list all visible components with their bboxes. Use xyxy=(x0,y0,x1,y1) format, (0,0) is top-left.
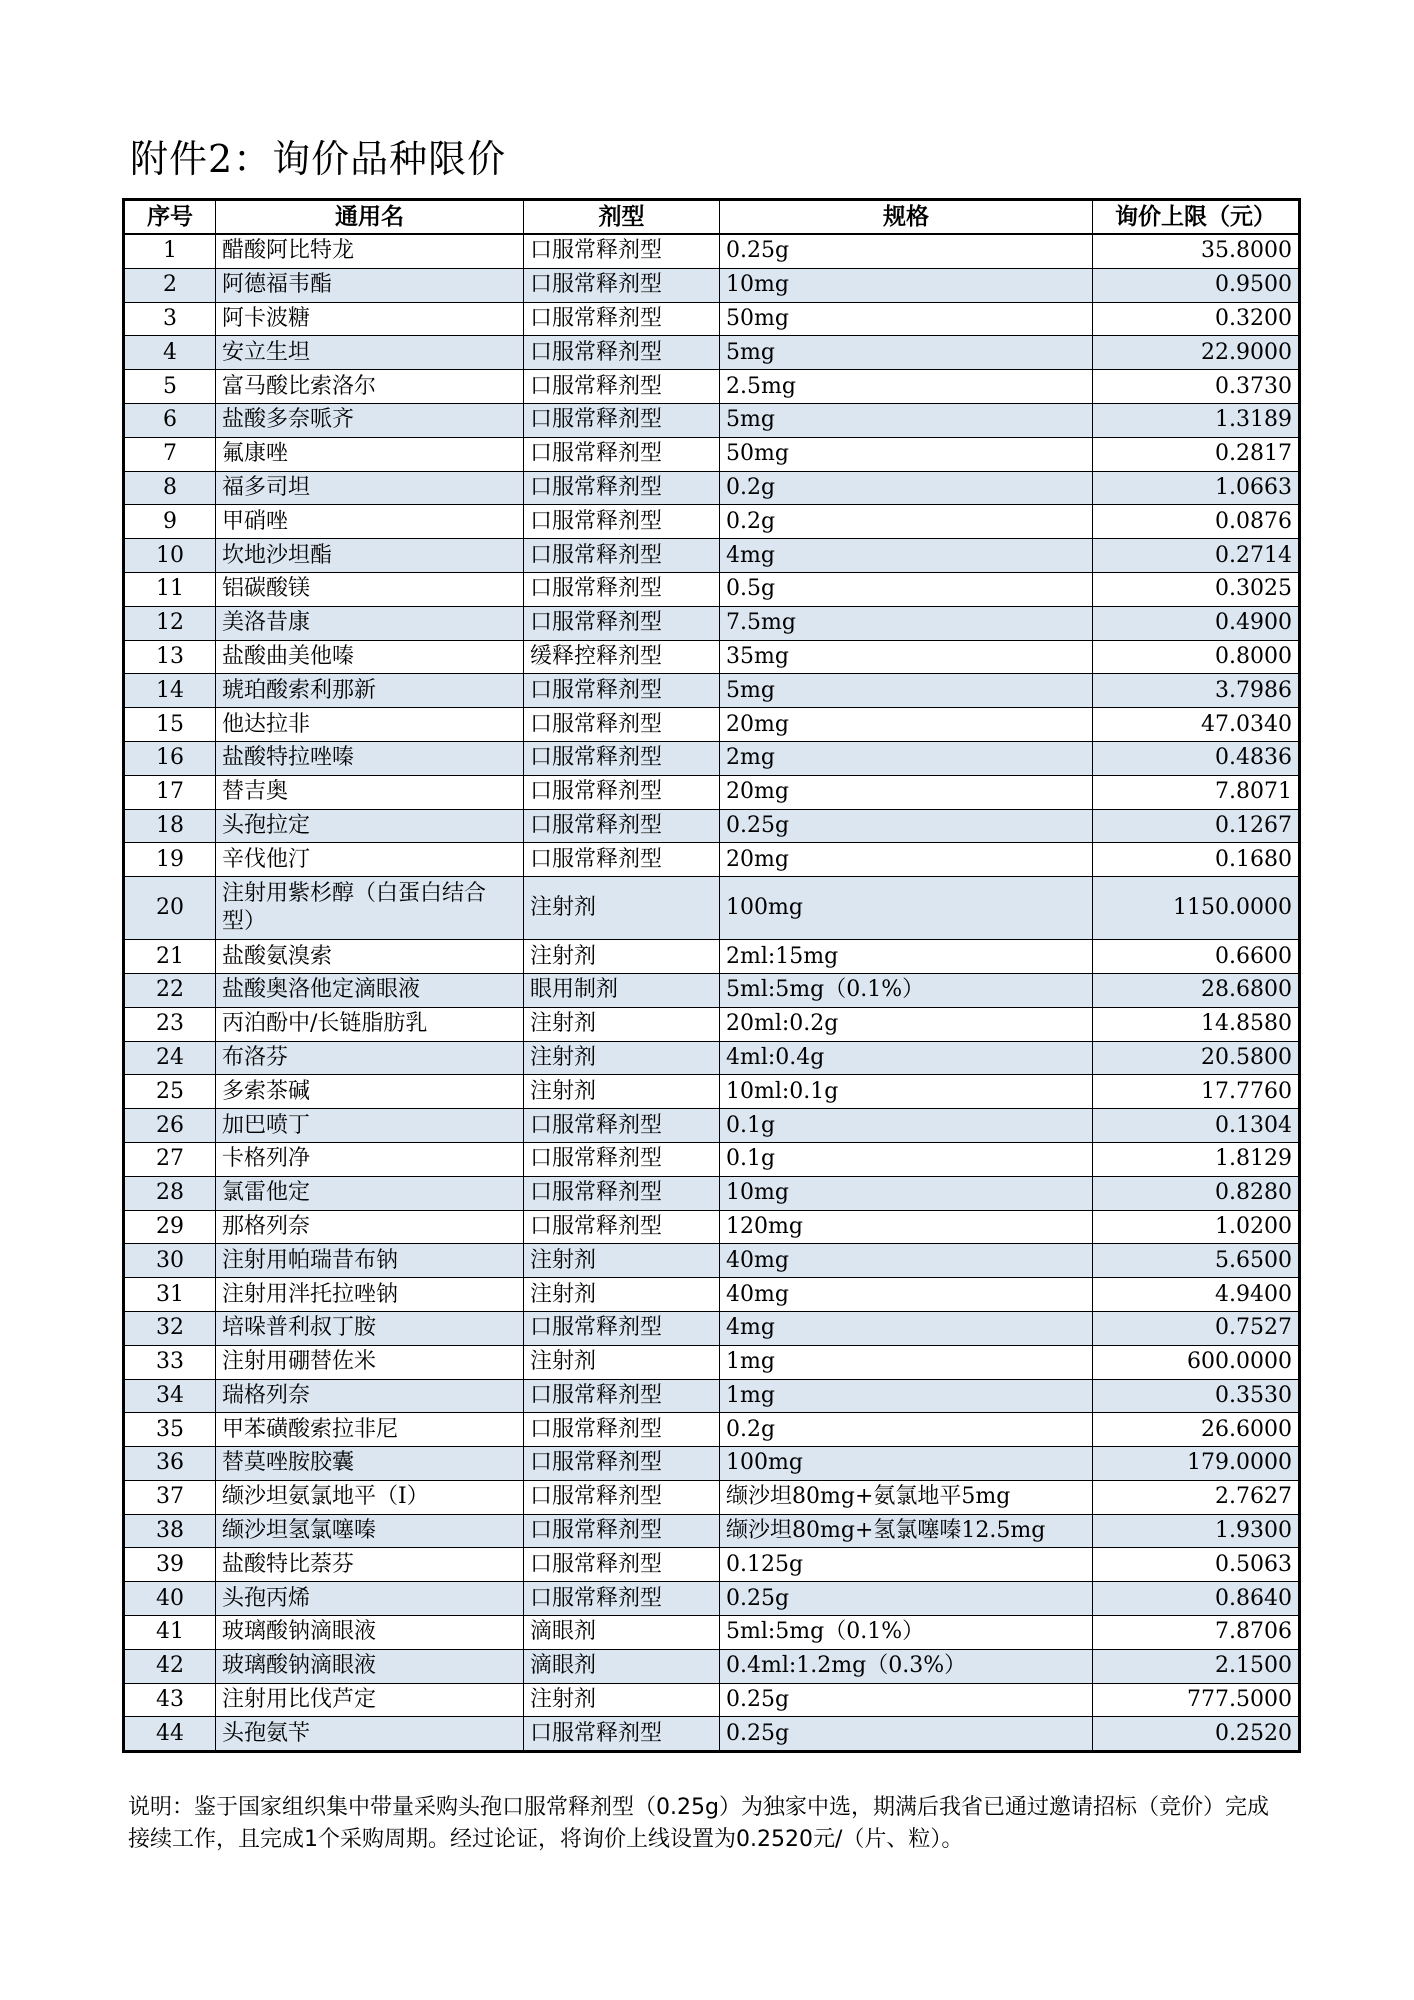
cell-generic-name: 他达拉非 xyxy=(216,708,524,742)
cell-generic-name: 培哚普利叔丁胺 xyxy=(216,1311,524,1345)
cell-price-limit: 0.8280 xyxy=(1093,1176,1300,1210)
cell-seq: 41 xyxy=(124,1616,216,1650)
cell-price-limit: 14.8580 xyxy=(1093,1007,1300,1041)
cell-seq: 17 xyxy=(124,775,216,809)
cell-generic-name: 加巴喷丁 xyxy=(216,1109,524,1143)
table-row xyxy=(124,640,1300,674)
cell-price-limit: 0.7527 xyxy=(1093,1311,1300,1345)
cell-seq: 40 xyxy=(124,1582,216,1616)
table-row xyxy=(124,336,1300,370)
cell-price-limit: 7.8071 xyxy=(1093,775,1300,809)
cell-dosage-form: 注射剂 xyxy=(524,1345,720,1379)
cell-generic-name: 盐酸特拉唑嗪 xyxy=(216,741,524,775)
cell-dosage-form: 口服常释剂型 xyxy=(524,1447,720,1481)
cell-specification: 10ml:0.1g xyxy=(720,1075,1093,1109)
cell-specification: 4mg xyxy=(720,539,1093,573)
cell-dosage-form: 滴眼剂 xyxy=(524,1616,720,1650)
cell-dosage-form: 口服常释剂型 xyxy=(524,1480,720,1514)
cell-dosage-form: 口服常释剂型 xyxy=(524,1176,720,1210)
cell-generic-name: 那格列奈 xyxy=(216,1210,524,1244)
cell-dosage-form: 注射剂 xyxy=(524,1007,720,1041)
table-row xyxy=(124,1379,1300,1413)
cell-dosage-form: 口服常释剂型 xyxy=(524,1311,720,1345)
cell-specification: 4ml:0.4g xyxy=(720,1041,1093,1075)
cell-specification: 0.2g xyxy=(720,1413,1093,1447)
cell-specification: 7.5mg xyxy=(720,606,1093,640)
cell-specification: 10mg xyxy=(720,268,1093,302)
cell-generic-name: 头孢拉定 xyxy=(216,809,524,843)
cell-seq: 27 xyxy=(124,1142,216,1176)
table-row xyxy=(124,268,1300,302)
cell-generic-name: 替吉奥 xyxy=(216,775,524,809)
cell-price-limit: 22.9000 xyxy=(1093,336,1300,370)
table-row xyxy=(124,1176,1300,1210)
price-limit-table xyxy=(122,198,1301,1753)
table-row xyxy=(124,370,1300,404)
cell-price-limit: 1150.0000 xyxy=(1093,877,1300,940)
cell-price-limit: 1.0663 xyxy=(1093,471,1300,505)
cell-specification: 20ml:0.2g xyxy=(720,1007,1093,1041)
table-row xyxy=(124,1142,1300,1176)
header-price-limit: 询价上限（元） xyxy=(1093,200,1300,235)
cell-specification: 4mg xyxy=(720,1311,1093,1345)
cell-dosage-form: 口服常释剂型 xyxy=(524,1548,720,1582)
cell-generic-name: 盐酸奥洛他定滴眼液 xyxy=(216,973,524,1007)
cell-dosage-form: 口服常释剂型 xyxy=(524,708,720,742)
cell-seq: 15 xyxy=(124,708,216,742)
cell-seq: 14 xyxy=(124,674,216,708)
cell-dosage-form: 口服常释剂型 xyxy=(524,843,720,877)
cell-specification: 0.25g xyxy=(720,1683,1093,1717)
cell-generic-name: 多索茶碱 xyxy=(216,1075,524,1109)
cell-generic-name: 铝碳酸镁 xyxy=(216,572,524,606)
cell-dosage-form: 注射剂 xyxy=(524,1075,720,1109)
table-row xyxy=(124,606,1300,640)
cell-dosage-form: 口服常释剂型 xyxy=(524,674,720,708)
table-row xyxy=(124,539,1300,573)
table-row xyxy=(124,1717,1300,1752)
cell-seq: 9 xyxy=(124,505,216,539)
cell-dosage-form: 口服常释剂型 xyxy=(524,302,720,336)
table-row xyxy=(124,505,1300,539)
cell-price-limit: 17.7760 xyxy=(1093,1075,1300,1109)
table-row xyxy=(124,1649,1300,1683)
cell-price-limit: 0.4900 xyxy=(1093,606,1300,640)
cell-seq: 11 xyxy=(124,572,216,606)
cell-generic-name: 甲硝唑 xyxy=(216,505,524,539)
document-title: 附件2：询价品种限价 xyxy=(130,137,507,181)
cell-price-limit: 0.9500 xyxy=(1093,268,1300,302)
cell-price-limit: 4.9400 xyxy=(1093,1278,1300,1312)
cell-seq: 36 xyxy=(124,1447,216,1481)
cell-dosage-form: 口服常释剂型 xyxy=(524,775,720,809)
cell-specification: 40mg xyxy=(720,1244,1093,1278)
cell-seq: 33 xyxy=(124,1345,216,1379)
cell-generic-name: 阿德福韦酯 xyxy=(216,268,524,302)
cell-seq: 7 xyxy=(124,437,216,471)
table-body xyxy=(124,234,1300,1752)
table-row xyxy=(124,1447,1300,1481)
cell-generic-name: 注射用帕瑞昔布钠 xyxy=(216,1244,524,1278)
cell-seq: 32 xyxy=(124,1311,216,1345)
cell-dosage-form: 口服常释剂型 xyxy=(524,336,720,370)
table-row xyxy=(124,1041,1300,1075)
table-row xyxy=(124,741,1300,775)
cell-generic-name: 阿卡波糖 xyxy=(216,302,524,336)
table-row xyxy=(124,708,1300,742)
table-row xyxy=(124,1582,1300,1616)
cell-seq: 31 xyxy=(124,1278,216,1312)
cell-generic-name: 玻璃酸钠滴眼液 xyxy=(216,1649,524,1683)
table-row xyxy=(124,1244,1300,1278)
cell-dosage-form: 口服常释剂型 xyxy=(524,572,720,606)
cell-price-limit: 0.4836 xyxy=(1093,741,1300,775)
cell-dosage-form: 口服常释剂型 xyxy=(524,1413,720,1447)
cell-dosage-form: 口服常释剂型 xyxy=(524,234,720,268)
cell-price-limit: 26.6000 xyxy=(1093,1413,1300,1447)
cell-specification: 1mg xyxy=(720,1345,1093,1379)
cell-seq: 10 xyxy=(124,539,216,573)
cell-specification: 0.2g xyxy=(720,471,1093,505)
cell-dosage-form: 口服常释剂型 xyxy=(524,539,720,573)
cell-specification: 0.25g xyxy=(720,234,1093,268)
header-dosage-form: 剂型 xyxy=(524,200,720,235)
table-row xyxy=(124,1075,1300,1109)
cell-price-limit: 0.8000 xyxy=(1093,640,1300,674)
cell-generic-name: 美洛昔康 xyxy=(216,606,524,640)
table-row xyxy=(124,940,1300,974)
cell-seq: 37 xyxy=(124,1480,216,1514)
table-row xyxy=(124,877,1300,940)
explanatory-note: 说明：鉴于国家组织集中带量采购头孢口服常释剂型（0.25g）为独家中选，期满后我省已通过邀请招标（竞价）完成接续工作，且完成1个采购周期。经过论证，将询价上线设置为0.2520元/（片、粒）。 xyxy=(128,1795,1269,1852)
cell-specification: 0.5g xyxy=(720,572,1093,606)
cell-seq: 5 xyxy=(124,370,216,404)
cell-seq: 22 xyxy=(124,973,216,1007)
cell-seq: 3 xyxy=(124,302,216,336)
cell-price-limit: 0.1267 xyxy=(1093,809,1300,843)
cell-dosage-form: 口服常释剂型 xyxy=(524,1582,720,1616)
cell-dosage-form: 注射剂 xyxy=(524,877,720,940)
cell-specification: 50mg xyxy=(720,437,1093,471)
cell-seq: 43 xyxy=(124,1683,216,1717)
cell-specification: 20mg xyxy=(720,843,1093,877)
cell-generic-name: 布洛芬 xyxy=(216,1041,524,1075)
header-seq: 序号 xyxy=(124,200,216,235)
cell-generic-name: 丙泊酚中/长链脂肪乳 xyxy=(216,1007,524,1041)
cell-seq: 1 xyxy=(124,234,216,268)
cell-dosage-form: 缓释控释剂型 xyxy=(524,640,720,674)
table-row xyxy=(124,809,1300,843)
cell-seq: 8 xyxy=(124,471,216,505)
cell-specification: 0.25g xyxy=(720,809,1093,843)
cell-generic-name: 缬沙坦氢氯噻嗪 xyxy=(216,1514,524,1548)
cell-specification: 0.4ml:1.2mg（0.3%） xyxy=(720,1649,1093,1683)
cell-price-limit: 0.3530 xyxy=(1093,1379,1300,1413)
cell-price-limit: 0.5063 xyxy=(1093,1548,1300,1582)
table-row xyxy=(124,1278,1300,1312)
cell-generic-name: 盐酸曲美他嗪 xyxy=(216,640,524,674)
cell-dosage-form: 口服常释剂型 xyxy=(524,471,720,505)
cell-dosage-form: 口服常释剂型 xyxy=(524,1142,720,1176)
cell-generic-name: 氯雷他定 xyxy=(216,1176,524,1210)
cell-seq: 13 xyxy=(124,640,216,674)
cell-price-limit: 0.3730 xyxy=(1093,370,1300,404)
cell-dosage-form: 口服常释剂型 xyxy=(524,1210,720,1244)
cell-specification: 120mg xyxy=(720,1210,1093,1244)
cell-generic-name: 坎地沙坦酯 xyxy=(216,539,524,573)
cell-price-limit: 2.7627 xyxy=(1093,1480,1300,1514)
cell-dosage-form: 注射剂 xyxy=(524,940,720,974)
cell-specification: 35mg xyxy=(720,640,1093,674)
cell-specification: 0.1g xyxy=(720,1109,1093,1143)
cell-price-limit: 777.5000 xyxy=(1093,1683,1300,1717)
table-row xyxy=(124,775,1300,809)
cell-dosage-form: 滴眼剂 xyxy=(524,1649,720,1683)
cell-specification: 20mg xyxy=(720,708,1093,742)
cell-dosage-form: 口服常释剂型 xyxy=(524,1379,720,1413)
cell-seq: 42 xyxy=(124,1649,216,1683)
cell-seq: 29 xyxy=(124,1210,216,1244)
cell-price-limit: 0.8640 xyxy=(1093,1582,1300,1616)
cell-dosage-form: 眼用制剂 xyxy=(524,973,720,1007)
cell-generic-name: 注射用硼替佐米 xyxy=(216,1345,524,1379)
cell-dosage-form: 口服常释剂型 xyxy=(524,809,720,843)
cell-specification: 5ml:5mg（0.1%） xyxy=(720,1616,1093,1650)
table-row xyxy=(124,973,1300,1007)
table-row xyxy=(124,1683,1300,1717)
cell-price-limit: 1.3189 xyxy=(1093,403,1300,437)
cell-price-limit: 0.2520 xyxy=(1093,1717,1300,1752)
cell-dosage-form: 注射剂 xyxy=(524,1683,720,1717)
cell-specification: 100mg xyxy=(720,1447,1093,1481)
cell-generic-name: 盐酸氨溴索 xyxy=(216,940,524,974)
cell-dosage-form: 口服常释剂型 xyxy=(524,268,720,302)
cell-specification: 5ml:5mg（0.1%） xyxy=(720,973,1093,1007)
cell-generic-name: 盐酸特比萘芬 xyxy=(216,1548,524,1582)
cell-price-limit: 7.8706 xyxy=(1093,1616,1300,1650)
cell-seq: 18 xyxy=(124,809,216,843)
cell-generic-name: 瑞格列奈 xyxy=(216,1379,524,1413)
cell-specification: 100mg xyxy=(720,877,1093,940)
cell-generic-name: 琥珀酸索利那新 xyxy=(216,674,524,708)
table-row xyxy=(124,1480,1300,1514)
cell-seq: 39 xyxy=(124,1548,216,1582)
cell-price-limit: 35.8000 xyxy=(1093,234,1300,268)
table-row xyxy=(124,674,1300,708)
table-row xyxy=(124,1109,1300,1143)
cell-price-limit: 1.9300 xyxy=(1093,1514,1300,1548)
header-generic-name: 通用名 xyxy=(216,200,524,235)
cell-specification: 缬沙坦80mg+氢氯噻嗪12.5mg xyxy=(720,1514,1093,1548)
cell-generic-name: 卡格列净 xyxy=(216,1142,524,1176)
cell-generic-name: 替莫唑胺胶囊 xyxy=(216,1447,524,1481)
cell-generic-name: 头孢氨苄 xyxy=(216,1717,524,1752)
cell-specification: 5mg xyxy=(720,336,1093,370)
cell-dosage-form: 口服常释剂型 xyxy=(524,370,720,404)
cell-specification: 2mg xyxy=(720,741,1093,775)
cell-price-limit: 5.6500 xyxy=(1093,1244,1300,1278)
cell-price-limit: 2.1500 xyxy=(1093,1649,1300,1683)
table-row xyxy=(124,1413,1300,1447)
cell-price-limit: 0.1304 xyxy=(1093,1109,1300,1143)
table-row xyxy=(124,1311,1300,1345)
cell-specification: 0.25g xyxy=(720,1717,1093,1752)
cell-dosage-form: 口服常释剂型 xyxy=(524,505,720,539)
cell-dosage-form: 口服常释剂型 xyxy=(524,1717,720,1752)
table-row xyxy=(124,302,1300,336)
cell-specification: 2ml:15mg xyxy=(720,940,1093,974)
cell-specification: 1mg xyxy=(720,1379,1093,1413)
cell-dosage-form: 注射剂 xyxy=(524,1041,720,1075)
cell-generic-name: 安立生坦 xyxy=(216,336,524,370)
cell-generic-name: 氟康唑 xyxy=(216,437,524,471)
cell-dosage-form: 口服常释剂型 xyxy=(524,437,720,471)
cell-price-limit: 47.0340 xyxy=(1093,708,1300,742)
cell-specification: 2.5mg xyxy=(720,370,1093,404)
cell-seq: 44 xyxy=(124,1717,216,1752)
cell-dosage-form: 注射剂 xyxy=(524,1244,720,1278)
cell-generic-name: 注射用紫杉醇（白蛋白结合型） xyxy=(216,877,524,940)
cell-generic-name: 头孢丙烯 xyxy=(216,1582,524,1616)
table-row xyxy=(124,1514,1300,1548)
cell-dosage-form: 口服常释剂型 xyxy=(524,403,720,437)
cell-price-limit: 0.6600 xyxy=(1093,940,1300,974)
cell-seq: 6 xyxy=(124,403,216,437)
table-row xyxy=(124,437,1300,471)
cell-seq: 24 xyxy=(124,1041,216,1075)
table-row xyxy=(124,471,1300,505)
cell-price-limit: 0.2817 xyxy=(1093,437,1300,471)
table-row xyxy=(124,1548,1300,1582)
cell-seq: 25 xyxy=(124,1075,216,1109)
cell-price-limit: 0.3025 xyxy=(1093,572,1300,606)
cell-dosage-form: 口服常释剂型 xyxy=(524,1514,720,1548)
table-row xyxy=(124,843,1300,877)
table-row xyxy=(124,403,1300,437)
cell-generic-name: 富马酸比索洛尔 xyxy=(216,370,524,404)
table-row xyxy=(124,1210,1300,1244)
cell-seq: 20 xyxy=(124,877,216,940)
cell-seq: 26 xyxy=(124,1109,216,1143)
cell-specification: 0.125g xyxy=(720,1548,1093,1582)
cell-seq: 28 xyxy=(124,1176,216,1210)
cell-specification: 5mg xyxy=(720,403,1093,437)
cell-price-limit: 20.5800 xyxy=(1093,1041,1300,1075)
cell-generic-name: 缬沙坦氨氯地平（Ⅰ） xyxy=(216,1480,524,1514)
cell-generic-name: 玻璃酸钠滴眼液 xyxy=(216,1616,524,1650)
cell-price-limit: 0.3200 xyxy=(1093,302,1300,336)
cell-dosage-form: 注射剂 xyxy=(524,1278,720,1312)
cell-seq: 30 xyxy=(124,1244,216,1278)
cell-seq: 2 xyxy=(124,268,216,302)
cell-specification: 40mg xyxy=(720,1278,1093,1312)
table-row xyxy=(124,234,1300,268)
cell-specification: 0.25g xyxy=(720,1582,1093,1616)
cell-price-limit: 600.0000 xyxy=(1093,1345,1300,1379)
cell-price-limit: 0.1680 xyxy=(1093,843,1300,877)
table-header-row xyxy=(124,200,1300,235)
cell-price-limit: 0.0876 xyxy=(1093,505,1300,539)
cell-specification: 缬沙坦80mg+氨氯地平5mg xyxy=(720,1480,1093,1514)
cell-generic-name: 盐酸多奈哌齐 xyxy=(216,403,524,437)
cell-price-limit: 1.0200 xyxy=(1093,1210,1300,1244)
cell-specification: 50mg xyxy=(720,302,1093,336)
cell-specification: 10mg xyxy=(720,1176,1093,1210)
cell-dosage-form: 口服常释剂型 xyxy=(524,1109,720,1143)
cell-price-limit: 28.6800 xyxy=(1093,973,1300,1007)
cell-generic-name: 醋酸阿比特龙 xyxy=(216,234,524,268)
cell-price-limit: 0.2714 xyxy=(1093,539,1300,573)
cell-seq: 34 xyxy=(124,1379,216,1413)
cell-seq: 23 xyxy=(124,1007,216,1041)
cell-seq: 12 xyxy=(124,606,216,640)
cell-specification: 5mg xyxy=(720,674,1093,708)
cell-dosage-form: 口服常释剂型 xyxy=(524,606,720,640)
cell-seq: 16 xyxy=(124,741,216,775)
table-row xyxy=(124,1345,1300,1379)
table-row xyxy=(124,572,1300,606)
cell-generic-name: 甲苯磺酸索拉非尼 xyxy=(216,1413,524,1447)
cell-specification: 0.1g xyxy=(720,1142,1093,1176)
cell-seq: 35 xyxy=(124,1413,216,1447)
cell-seq: 19 xyxy=(124,843,216,877)
table-row xyxy=(124,1007,1300,1041)
cell-price-limit: 3.7986 xyxy=(1093,674,1300,708)
cell-seq: 4 xyxy=(124,336,216,370)
cell-generic-name: 福多司坦 xyxy=(216,471,524,505)
cell-seq: 38 xyxy=(124,1514,216,1548)
cell-specification: 20mg xyxy=(720,775,1093,809)
cell-generic-name: 注射用比伐芦定 xyxy=(216,1683,524,1717)
cell-price-limit: 1.8129 xyxy=(1093,1142,1300,1176)
cell-generic-name: 注射用泮托拉唑钠 xyxy=(216,1278,524,1312)
cell-specification: 0.2g xyxy=(720,505,1093,539)
table-row xyxy=(124,1616,1300,1650)
cell-price-limit: 179.0000 xyxy=(1093,1447,1300,1481)
header-specification: 规格 xyxy=(720,200,1093,235)
cell-seq: 21 xyxy=(124,940,216,974)
cell-generic-name: 辛伐他汀 xyxy=(216,843,524,877)
cell-dosage-form: 口服常释剂型 xyxy=(524,741,720,775)
